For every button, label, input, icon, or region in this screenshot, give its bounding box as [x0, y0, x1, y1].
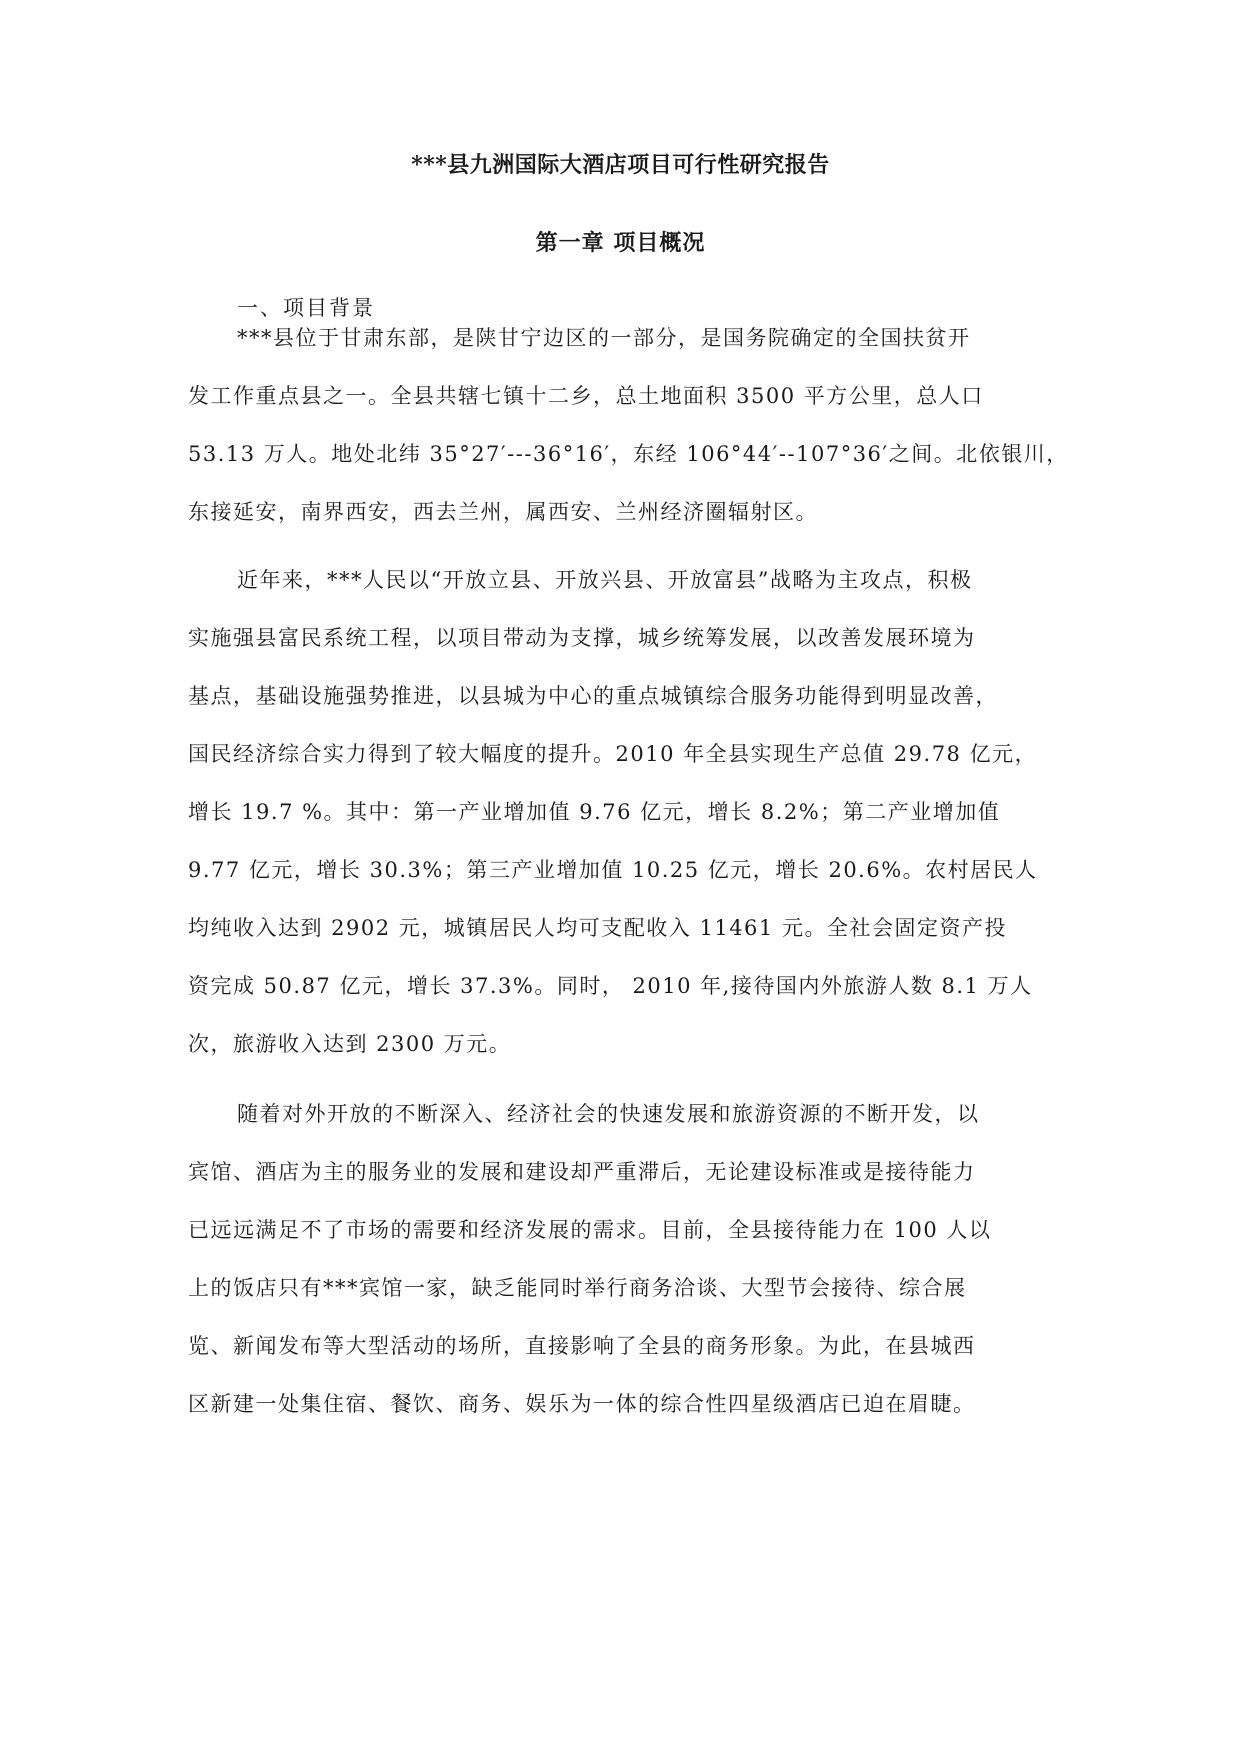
paragraph-line: 资完成 50.87 亿元，增长 37.3%。同时， 2010 年,接待国内外旅游人数 8.1 万人 [188, 974, 1033, 998]
paragraph-line: 已远远满足不了市场的需要和经济发展的需求。目前，全县接待能力在 100 人以 [188, 1218, 992, 1242]
paragraph-line: 53.13 万人。地处北纬 35°27′---36°16′，东经 106°44′--107°36′之间。北依银川， [188, 442, 1069, 466]
paragraph-line: 上的饭店只有***宾馆一家，缺乏能同时举行商务洽谈、大型节会接待、综合展 [188, 1276, 967, 1300]
paragraph-line: 区新建一处集住宿、餐饮、商务、娱乐为一体的综合性四星级酒店已迫在眉睫。 [188, 1392, 976, 1416]
chapter-title: 第一章 项目概况 [535, 230, 706, 256]
paragraph-line: 随着对外开放的不断深入、经济社会的快速发展和旅游资源的不断开发，以 [237, 1102, 980, 1126]
document-title: ***县九洲国际大酒店项目可行性研究报告 [411, 152, 830, 178]
paragraph-line: 均纯收入达到 2902 元，城镇居民人均可支配收入 11461 元。全社会固定资产投 [188, 916, 1007, 940]
paragraph-line: 东接延安，南界西安，西去兰州，属西安、兰州经济圈辐射区。 [188, 500, 818, 524]
section-heading: 一、项目背景 [237, 296, 375, 320]
paragraph-line: 览、新闻发布等大型活动的场所，直接影响了全县的商务形象。为此，在县城西 [188, 1334, 976, 1358]
paragraph-line: 基点，基础设施强势推进，以县城为中心的重点城镇综合服务功能得到明显改善， [188, 684, 998, 708]
paragraph-line: 国民经济综合实力得到了较大幅度的提升。2010 年全县实现生产总值 29.78 亿元， [188, 742, 1038, 766]
paragraph-line: 实施强县富民系统工程，以项目带动为支撑，城乡统筹发展，以改善发展环境为 [188, 626, 976, 650]
paragraph-line: 宾馆、酒店为主的服务业的发展和建设却严重滞后，无论建设标准或是接待能力 [188, 1160, 976, 1184]
paragraph-line: 次，旅游收入达到 2300 万元。 [188, 1032, 512, 1056]
paragraph-line: 9.77 亿元，增长 30.3%；第三产业增加值 10.25 亿元，增长 20.6%。农村居民人 [188, 858, 1038, 882]
paragraph-line: ***县位于甘肃东部，是陕甘宁边区的一部分，是国务院确定的全国扶贫开 [237, 326, 971, 350]
paragraph-line: 发工作重点县之一。全县共辖七镇十二乡，总土地面积 3500 平方公里，总人口 [188, 384, 984, 408]
paragraph-line: 近年来，***人民以“开放立县、开放兴县、开放富县”战略为主攻点，积极 [237, 568, 973, 592]
paragraph-line: 增长 19.7 %。其中：第一产业增加值 9.76 亿元，增长 8.2%；第二产业增加值 [188, 800, 1001, 824]
